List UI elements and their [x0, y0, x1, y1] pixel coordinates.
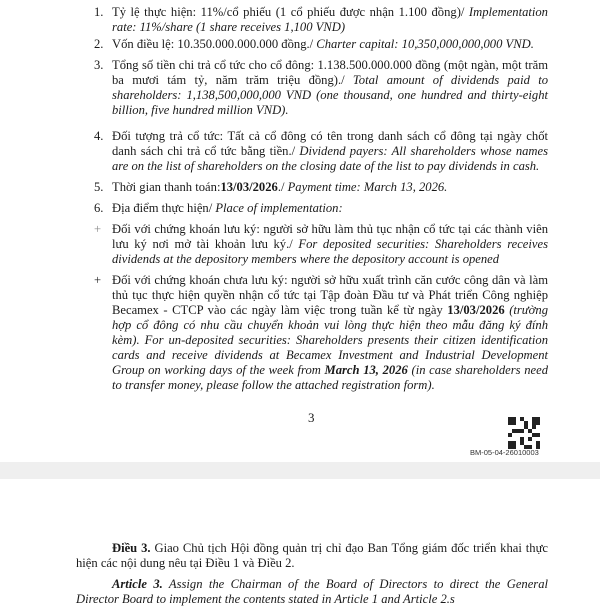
page-separator — [0, 462, 600, 479]
item-6: 6. Địa điểm thực hiện/ Place of implementation: — [94, 201, 343, 215]
document-code: BM-05-04-26010003 — [470, 448, 539, 457]
item-1: 1. Tỷ lệ thực hiện: 11%/cổ phiếu (1 cổ phiếu được nhận 1.100 đồng)/ Implementation rate: 11%/share (1 share receives 1,100 VND) — [94, 5, 548, 34]
item-2: 2. Vốn điều lệ: 10.350.000.000.000 đồng./ Charter capital: 10,350,000,000,000 VND. — [94, 37, 534, 51]
item-5: 5. Thời gian thanh toán:13/03/2026./ Payment time: March 13, 2026. — [94, 180, 448, 194]
sub-item-undeposited: + Đối với chứng khoán chưa lưu ký: người sở hữu xuất trình căn cước công dân và làm thủ tục thực hiện quyền nhận cổ tức tại Tập đoàn Đầu tư và Phát triển Công nghiệp Becamex - CTCP vào các ngày làm việc trong tuần kể từ ngày 13/03/2026 (trường hợp cổ đông có nhu cầu chuyển khoản vui lòng thực hiện theo mẫu đăng ký đính kèm). For un-deposited securities: Shareholders presents their citizen identification cards and receive dividends at Becamex Investment and Industrial Development Group on working days of the week from March 13, 2026 (in case shareholders need to transfer money, please follow the attached registration form). — [94, 273, 548, 392]
page-number: 3 — [308, 410, 315, 425]
qr-code-icon — [508, 417, 540, 449]
article-3-en: Article 3. Assign the Chairman of the Board of Directors to direct the General Director Board to implement the contents stated in Article 1 and Article 2.s — [76, 577, 548, 606]
sub-item-deposited: + Đối với chứng khoán lưu ký: người sở hữu làm thủ tục nhận cổ tức tại các thành viên lưu ký nơi mở tài khoản lưu ký./ For deposited securities: Shareholders receives dividends at the depository members where the depository account is opened — [94, 222, 548, 266]
item-4: 4. Đối tượng trả cổ tức: Tất cả cổ đông có tên trong danh sách cổ đông tại ngày chốt danh sách chi trả cổ tức bằng tiền./ Dividend payers: All shareholders whose names are on the list of shareholders on the closing date of the list to pay dividends in cash. — [94, 129, 549, 173]
item-3: 3. Tổng số tiền chi trả cổ tức cho cổ đông: 1.138.500.000.000 đồng (một ngàn, một trăm ba mươi tám tỷ, năm trăm triệu đồng)./ Total amount of dividends paid to shareholders: 1,138,500,000,000 VND (one thousand, one hundred and thirty-eight billion, five hundred million VND). — [94, 58, 548, 117]
article-3-vi: Điều 3. Giao Chủ tịch Hội đồng quản trị chỉ đạo Ban Tổng giám đốc triển khai thực hiện các nội dung nêu tại Điều 1 và Điều 2. — [76, 541, 548, 570]
